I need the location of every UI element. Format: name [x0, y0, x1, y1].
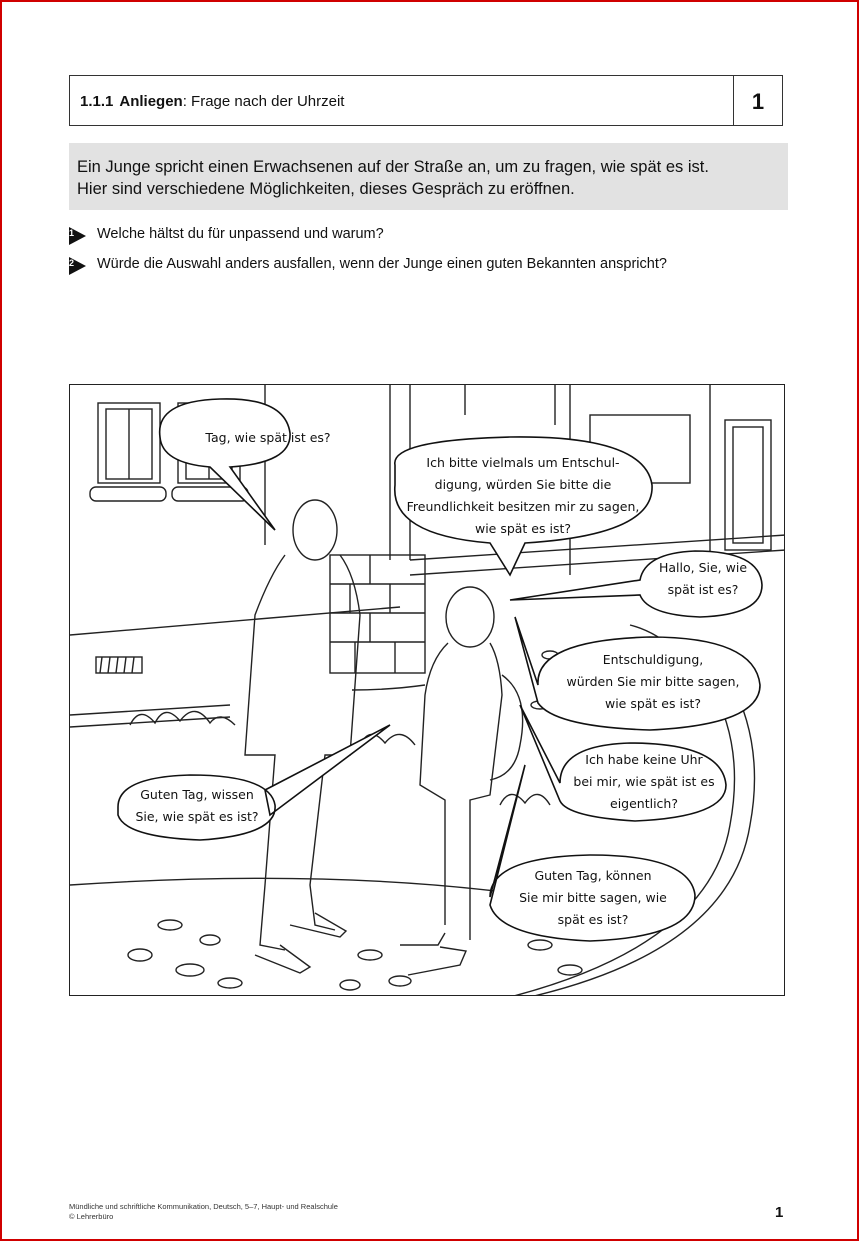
section-title-text: : Frage nach der Uhrzeit: [182, 93, 345, 110]
worksheet-number-badge: 1: [751, 89, 765, 114]
bubble-line: eigentlich?: [610, 796, 678, 811]
task-number: 1: [69, 228, 75, 238]
speech-bubble-2: [392, 452, 654, 540]
speech-bubble-4: [548, 649, 758, 715]
speech-bubble-3: [648, 557, 758, 601]
bubble-line: Sie mir bitte sagen, wie: [519, 890, 667, 905]
bubble-line: Sie, wie spät es ist?: [135, 809, 259, 824]
speech-bubble-5: [564, 749, 724, 815]
bubble-line: Ich habe keine Uhr: [585, 752, 703, 767]
footer-line-1: Mündliche und schriftliche Kommunikation, Deutsch, 5–7, Haupt- und Realschule: [69, 1202, 338, 1211]
bubble-line: bei mir, wie spät ist es: [573, 774, 715, 789]
bubble-line: spät ist es?: [667, 582, 739, 597]
bubble-line: Freundlichkeit besitzen mir zu sagen,: [406, 499, 640, 514]
bubble-line: würden Sie mir bitte sagen,: [566, 674, 740, 689]
bubble-line: Entschuldigung,: [602, 652, 704, 667]
speech-bubble-1: [205, 427, 331, 449]
bubble-line: spät es ist?: [557, 912, 629, 927]
bubble-line: Guten Tag, wissen: [140, 787, 254, 802]
bubble-line: digung, würden Sie bitte die: [434, 477, 612, 492]
bubble-line: Ich bitte vielmals um Entschul-: [426, 455, 620, 470]
intro-line-2: Hier sind verschiedene Möglichkeiten, dieses Gespräch zu eröffnen.: [77, 180, 575, 198]
bubble-line: wie spät es ist?: [474, 521, 572, 536]
footer-line-2: © Lehrerbüro: [69, 1212, 114, 1221]
bubble-line: Guten Tag, können: [534, 868, 652, 883]
task-text: Welche hältst du für unpassend und warum?: [97, 226, 384, 242]
bubble-line: Hallo, Sie, wie: [658, 560, 748, 575]
speech-bubble-7: [498, 865, 688, 931]
section-number: 1.1.1: [80, 93, 114, 110]
task-number: 2: [69, 258, 75, 268]
section-title: [80, 76, 344, 125]
task-arrow-icon: [69, 227, 86, 245]
section-keyword: Anliegen: [119, 93, 183, 110]
intro-box: [69, 143, 788, 210]
bubble-line: Tag, wie spät ist es?: [205, 430, 331, 445]
section-header: [69, 75, 783, 126]
footer-source: [69, 1202, 338, 1222]
bubble-line: wie spät es ist?: [604, 696, 702, 711]
task-arrow-icon: [69, 257, 86, 275]
illustration: [69, 384, 785, 996]
task-text: Würde die Auswahl anders ausfallen, wenn der Junge einen guten Bekannten anspricht?: [97, 256, 667, 272]
intro-line-1: Ein Junge spricht einen Erwachsenen auf der Straße an, um zu fragen, wie spät es ist.: [77, 158, 709, 176]
speech-bubble-6: [122, 784, 272, 828]
footer-page-number: 1: [775, 1204, 784, 1221]
